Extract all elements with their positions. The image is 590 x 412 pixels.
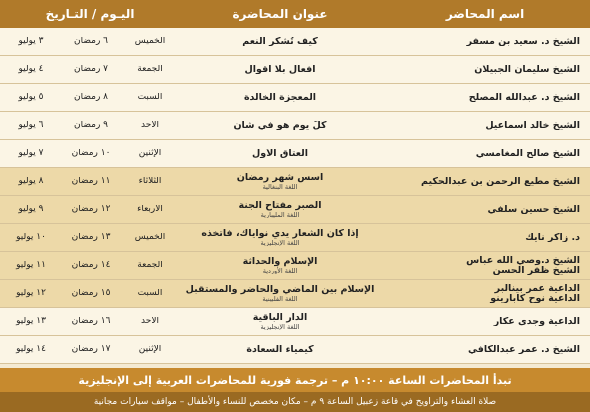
ramadan-date-cell: ٦ رمضان [73,36,109,46]
ramadan-date-cell: ١٢ رمضان [71,204,111,214]
ramadan-date-cell: ١٦ رمضان [71,316,111,326]
day-cell: الخميس [134,232,166,242]
day-cell: الإثنين [138,148,162,158]
day-cell: الأحد [141,316,159,326]
day-cell: الإثنين [138,344,162,354]
topic-cell [180,345,380,355]
topic-language: اللغة الأوردية [262,266,298,275]
topic-title: الدار الباقية [252,312,308,323]
gregorian-date-cell: ١١ يوليو [16,260,46,270]
day-cell: الخميس [134,36,166,46]
speaker-name-second: الداعية نوح كابارينو [490,292,580,304]
table-row [0,168,590,196]
table-row [0,28,590,56]
speaker-name: الشيخ د. سعيد بن مسفر [466,36,580,47]
table-row [0,56,590,84]
gregorian-date-cell: ١٤ يوليو [16,344,46,354]
table-row [0,224,590,252]
topic-cell [180,285,380,303]
speaker-name: الشيخ حسين سلفي [487,204,580,215]
gregorian-date-cell: ١٢ يوليو [16,288,46,298]
topic-title: كيف تُشكر النعم [242,36,318,47]
footer-note: تبدأ المحاضرات الساعة ١٠:٠٠ م – ترجمة فورية للمحاضرات العربية إلى الإنجليزية [0,368,590,392]
topic-cell [180,121,380,131]
topic-title: إذا كان الشعار يدي نواياك، فاتخذه [201,228,359,239]
gregorian-date-cell: ٣ يوليو [18,36,44,46]
speaker-name: الداعية وجدي عكار [493,316,580,327]
speaker-cell [380,284,590,304]
gregorian-date-cell: ٥ يوليو [18,92,44,102]
topic-language: اللغة الإنجليزية [260,238,300,247]
day-cell: السبت [137,288,163,298]
table-row [0,196,590,224]
topic-title: الصبر مفتاح الجنة [238,200,322,211]
topic-cell [180,313,380,331]
table-row [0,140,590,168]
gregorian-date-cell: ٦ يوليو [18,120,44,130]
day-cell: الثلاثاء [138,176,162,186]
topic-language: اللغة البنغالية [262,182,298,191]
topic-cell [180,173,380,191]
topic-title: أسس شهر رمضان [236,172,324,183]
speaker-name: الشيخ صالح المغامسي [475,148,580,159]
speaker-name: الشيخ د. عبدالله المصلح [468,92,580,103]
topic-cell [180,65,380,75]
speaker-name: الشيخ د. عمر عبدالكافي [468,344,580,355]
ramadan-date-cell: ١٤ رمضان [71,260,111,270]
day-cell: الأربعاء [137,204,163,214]
topic-cell [180,257,380,275]
ramadan-date-cell: ٩ رمضان [73,120,109,130]
speaker-cell [380,121,590,131]
ramadan-date-cell: ١٧ رمضان [71,344,111,354]
table-row [0,336,590,364]
footer-details: صلاة العشاء والتراويح في قاعة زعبيل الساعة ٩ م – مكان مخصص للنساء والأطفال – مواقف سيارات مجانية [0,392,590,412]
table-row [0,112,590,140]
day-cell: الأحد [141,120,159,130]
speaker-cell [380,149,590,159]
speaker-cell [380,345,590,355]
speaker-cell [380,233,590,243]
speaker-name: د. زاكر نايك [525,232,580,243]
topic-cell [180,201,380,219]
table-row [0,308,590,336]
topic-cell [180,93,380,103]
gregorian-date-cell: ٨ يوليو [18,176,44,186]
topic-cell [180,229,380,247]
gregorian-date-cell: ٤ يوليو [18,64,44,74]
ramadan-date-cell: ٨ رمضان [73,92,109,102]
header-speaker: اسم المحاضر [445,7,525,21]
speaker-name-second: الشيخ ظفر الحسن [492,264,580,276]
gregorian-date-cell: ١٠ يوليو [16,232,46,242]
speaker-cell [380,37,590,47]
speaker-name: الداعية عمر بينالبر [494,283,580,294]
day-cell: الجمعة [137,64,163,74]
gregorian-date-cell: ١٣ يوليو [16,316,46,326]
topic-cell [180,37,380,47]
table-row [0,252,590,280]
topic-title: أفعال بلا أقوال [244,64,316,75]
speaker-name: الشيخ سليمان الجبيلان [474,64,580,75]
table-row [0,84,590,112]
table-header [0,0,590,28]
speaker-name: الشيخ مطيع الرحمن بن عبدالحكيم [421,176,580,187]
header-topic: عنوان المحاضرة [232,7,328,21]
speaker-cell [380,317,590,327]
topic-title: المعجزة الخالدة [243,92,317,103]
speaker-name: الشيخ د.وصي الله عباس [466,255,580,266]
topic-title: كُلَّ يوم هو في شأن [233,120,327,131]
gregorian-date-cell: ٩ يوليو [18,204,44,214]
topic-language: اللغة الفلبينية [262,294,298,303]
speaker-cell [380,177,590,187]
speaker-cell [380,65,590,75]
ramadan-date-cell: ١٥ رمضان [71,288,111,298]
speaker-cell [380,205,590,215]
ramadan-date-cell: ١٠ رمضان [71,148,111,158]
topic-language: اللغة الإنجليزية [260,322,300,331]
day-cell: الجمعة [137,260,163,270]
topic-cell [180,149,380,159]
schedule-rows [0,28,590,364]
topic-title: كيمياء السعادة [246,344,314,355]
topic-title: الإسلام والحداثة [242,256,318,267]
topic-title: الإسلام بين الماضي والحاضر والمستقبل [185,284,375,295]
header-date: اليـوم / التـاريخ [45,7,135,21]
speaker-cell [380,256,590,276]
speaker-cell [380,93,590,103]
topic-language: اللغة المليبارية [260,210,300,219]
topic-title: العتاق الأول [252,148,308,159]
ramadan-date-cell: ٧ رمضان [73,64,109,74]
speaker-name: الشيخ خالد اسماعيل [485,120,580,131]
ramadan-date-cell: ١٣ رمضان [71,232,111,242]
day-cell: السبت [137,92,163,102]
table-row [0,280,590,308]
ramadan-date-cell: ١١ رمضان [71,176,111,186]
gregorian-date-cell: ٧ يوليو [18,148,44,158]
